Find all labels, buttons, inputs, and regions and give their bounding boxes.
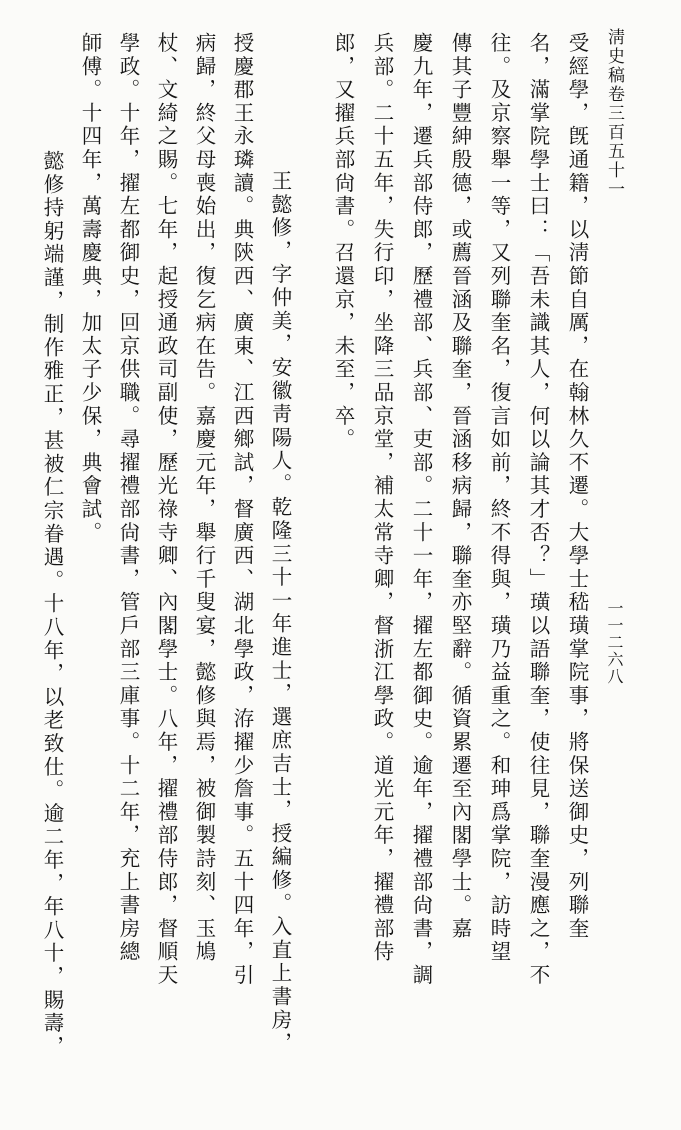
text-column: 往。及京察舉一等，又列聯奎名，復言如前，終不得與，璜乃益重之。和珅爲掌院，訪時望 <box>487 32 511 964</box>
text-column: 慶九年，遷兵部侍郎，歷禮部、兵部、吏部。二十一年，擢左都御史。逾年，擢禮部尙書，調 <box>409 32 433 988</box>
text-column-entry-start: 王懿修，字仲美，安徽靑陽人。乾隆三十一年進士，選庶吉士，授編修。入直上書房， <box>268 170 292 1056</box>
text-column: 傳其子豐紳殷德，或薦晉涵及聯奎，晉涵移病歸，聯奎亦堅辭。循資累遷至內閣學士。嘉 <box>448 32 472 941</box>
text-column: 師傅。十四年，萬壽慶典，加太子少保，典會試。 <box>78 32 102 545</box>
text-column: 名，滿掌院學士曰：「吾未識其人，何以論其才否？」璜以語聯奎，使往見，聯奎漫應之，不 <box>526 32 550 988</box>
text-column: 學政。十年，擢左都御史，回京供職。尋擢禮部尙書，管戶部三庫事。十二年，充上書房總 <box>116 32 140 964</box>
page-number: 一一二六八 <box>605 600 624 685</box>
text-column: 兵部。二十五年，失行印，坐降三品京堂，補太常寺卿，督浙江學政。道光元年，擢禮部侍 <box>370 32 394 964</box>
text-column: 杖、文綺之賜。七年，起授通政司副使，歷光祿寺卿、內閣學士。八年，擢禮部侍郎，督順天 <box>154 32 178 988</box>
text-column: 病歸，終父母喪始出，復乞病在告。嘉慶元年，舉行千叟宴，懿修與焉，被御製詩刻、玉鳩 <box>192 32 216 964</box>
text-column-paragraph-start: 懿修持躬端謹，制作雅正，甚被仁宗眷遇。十八年，以老致仕。逾二年，年八十，賜壽， <box>40 150 64 1059</box>
text-column: 受經學，旣通籍，以淸節自厲，在翰林久不遷。大學士嵇璜掌院事，將保送御史，列聯奎 <box>565 32 589 941</box>
text-column: 授慶郡王永璘讀。典陝西、廣東、江西鄉試，督廣西、湖北學政，洊擢少詹事。五十四年，引 <box>230 32 254 988</box>
text-column: 郎，又擢兵部尙書。召還京，未至，卒。 <box>331 32 355 452</box>
running-title: 淸史稿卷三百五十一 <box>604 28 624 199</box>
